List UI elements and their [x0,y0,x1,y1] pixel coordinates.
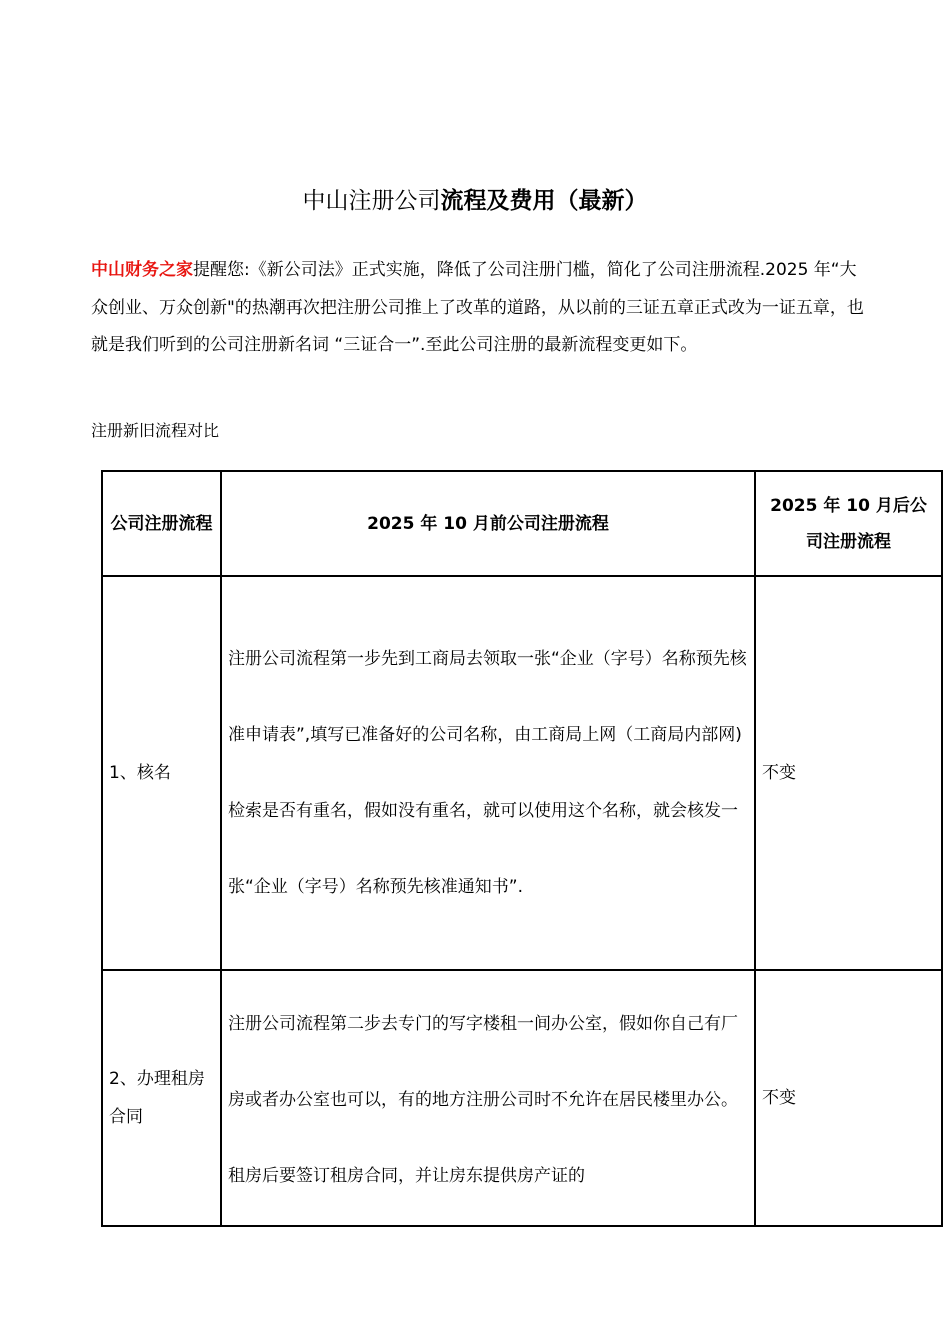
table-row [102,970,942,1226]
intro-text: 提醒您:《新公司法》正式实施，降低了公司注册门槛，简化了公司注册流程.2025 年“大众创业、万众创新"的热潮再次把注册公司推上了改革的道路，从以前的三证五章正式改为一证五章，也就是我们听到的公司注册新名词 “三证合一”.至此公司注册的最新流程变更如下。 [91,260,864,355]
header-after: 2025 年 10 月后公司注册流程 [755,471,942,576]
intro-paragraph [91,252,871,365]
section-subheading: 注册新旧流程对比 [91,421,220,440]
row-step: 2、办理租房合同 [102,970,221,1226]
row-before: 注册公司流程第一步先到工商局去领取一张“企业（字号）名称预先核准申请表”,填写已准备好的公司名称，由工商局上网（工商局内部网)检索是否有重名，假如没有重名，就可以使用这个名称，就会核发一张“企业（字号）名称预先核准通知书”. [221,576,755,970]
row-step: 1、核名 [102,576,221,970]
row-before: 注册公司流程第二步去专门的写字楼租一间办公室，假如你自己有厂房或者办公室也可以，有的地方注册公司时不允许在居民楼里办公。租房后要签订租房合同，并让房东提供房产证的 [221,970,755,1226]
header-step: 公司注册流程 [102,471,221,576]
table-row [102,576,942,970]
table-header-row [102,471,942,576]
brand-name: 中山财务之家 [91,260,193,280]
process-comparison-table [101,470,943,1227]
title-regular: 中山注册公司 [302,188,441,214]
page-title [0,183,950,219]
row-after: 不变 [755,576,942,970]
row-after: 不变 [755,970,942,1226]
title-bold: 流程及费用（最新） [440,188,648,214]
header-before: 2025 年 10 月前公司注册流程 [221,471,755,576]
